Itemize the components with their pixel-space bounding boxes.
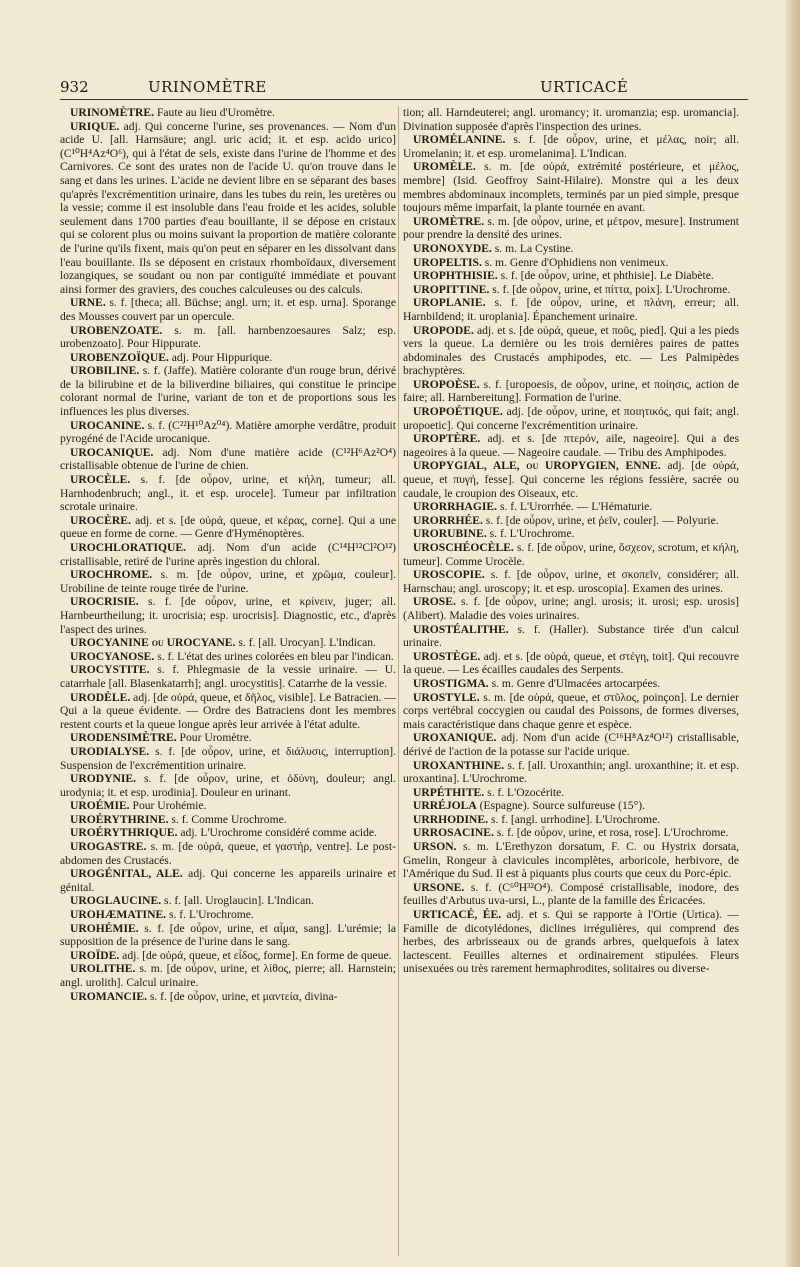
entry-headword: UROHÆMATINE.	[70, 908, 167, 922]
entry-headword: URODENSIMÈTRE.	[70, 731, 177, 745]
dictionary-entry	[60, 731, 396, 745]
entry-definition: s. m. Genre d'Ophidiens non venimeux.	[481, 255, 669, 269]
dictionary-entry	[60, 324, 396, 351]
entry-headword: UROCÈRE.	[70, 513, 131, 527]
dictionary-entry	[403, 296, 739, 323]
dictionary-entry	[403, 881, 739, 908]
right-column	[403, 106, 739, 1256]
dictionary-entry	[60, 691, 396, 732]
entry-headword: UROSCHÉOCÈLE.	[413, 541, 514, 554]
dictionary-entry	[403, 160, 739, 214]
entry-definition: s. f. [de οὖρον, urine, et rosa, rose]. L'Urochrome.	[493, 826, 729, 840]
entry-definition: s. f. [de οὖρον, urine, et μέλας, noir; all. Uromelanin; it. et esp. uromelanima]. L'Indican.	[403, 133, 739, 160]
entry-definition: adj. et s. [de οὐρά, queue, et στέγη, toit]. Qui recouvre la queue. — Les écailles caudales des Serpents.	[403, 649, 739, 677]
entry-definition: s. m. [de οὖρον, urine, et μέτρον, mesure]. Instrument pour prendre la densité des urines.	[403, 214, 739, 242]
entry-headword: URPÉTHITE.	[413, 785, 485, 799]
entry-definition: s. f. [de οὖρον, urine, et πλάνη, erreur; all. Harnbildend; it. uroplania]. Épanchement urinaire.	[403, 296, 739, 323]
entry-definition: s. f. L'Urochrome.	[166, 908, 254, 922]
dictionary-entry	[60, 799, 396, 813]
dictionary-entry	[60, 446, 396, 473]
page-edge-shadow	[786, 0, 800, 1267]
entry-headword: URINOMÈTRE.	[70, 106, 155, 119]
entry-headword: UROSTIGMA.	[413, 676, 489, 690]
entry-definition: adj. et s. [de πτερόν, aile, nageoire]. Qui a des nageoires à la queue. — Nageoire caudale. — Tribu des Amphipodes.	[403, 432, 739, 459]
dictionary-entry	[403, 500, 739, 514]
entry-definition: adj. [de οὐρά, queue, et εἶδος, forme]. En forme de queue.	[119, 948, 392, 962]
entry-definition: s. m. Genre d'Ulmacées artocarpées.	[488, 676, 661, 690]
dictionary-entry	[60, 419, 396, 446]
entry-headword: UROMÉLANINE.	[413, 133, 506, 147]
entry-headword: URRÉJOLA	[413, 799, 477, 813]
entry-definition: (Espagne). Source sulfureuse (15°).	[476, 799, 645, 813]
entry-headword: UROCHROME.	[70, 568, 153, 582]
entry-definition: s. f. Comme Urochrome.	[168, 812, 287, 826]
entry-headword: UROCYANINE ou UROCYANE.	[70, 636, 236, 650]
dictionary-entry	[403, 595, 739, 622]
dictionary-entry	[403, 242, 739, 256]
entry-definition: s. f. [de οὖρον, urine, et phthisie]. Le Diabète.	[497, 269, 714, 283]
dictionary-entry	[60, 364, 396, 418]
entry-definition: s. f. L'Urochrome.	[486, 527, 575, 541]
dictionary-entry	[403, 324, 739, 378]
entry-headword: URORUBINE.	[413, 527, 487, 541]
dictionary-entry	[60, 745, 396, 772]
right-running-head: URTICACÉ	[540, 78, 629, 96]
entry-headword: UROPITTINE.	[413, 282, 490, 296]
entry-definition: s. f. [de οὖρον, urine, et σκοπεῖν, considérer; all. Harnschau; angl. uroscopy; it. et esp. uroscopia]. Examen des urines.	[403, 568, 739, 595]
entry-headword: URONOXYDE.	[413, 241, 492, 255]
entry-definition: s. m. La Cystine.	[491, 241, 574, 255]
entry-definition: s. f. [de οὖρον, urine, et ὀδύνη, douleur; angl. urodynia; it. et esp. urodinia]. Douleur en urinant.	[60, 772, 396, 799]
entry-definition: s. f. (Jaffe). Matière colorante d'un rouge brun, dérivé de la bilirubine et de la biliverdine biliaires, qui constitue le principe colorant normal de l'urine, variant de ton et de proportions sous les influences les plus diverses.	[60, 364, 396, 419]
entry-headword: UROXANTHINE.	[413, 758, 505, 772]
entry-headword: URRHODINE.	[413, 812, 489, 826]
dictionary-entry	[60, 962, 396, 989]
entry-definition: adj. [de οὐρά, queue, et πυγή, fesse]. Qui concerne les régions fessière, sacrée ou caudale, le croupion des Oiseaux, etc.	[403, 459, 739, 500]
dictionary-entry	[60, 296, 396, 323]
entry-headword: UROXANIQUE.	[413, 731, 497, 745]
entry-headword: UROMANCIE.	[70, 989, 147, 1003]
entry-definition: s. f. (C⁶⁰H³²O⁴). Composé cristallisable, inodore, des feuilles d'Arbutus uva-ursi, L., plante de la famille des Éricacées.	[403, 880, 739, 908]
entry-headword: UROCÈLE.	[70, 473, 131, 487]
entry-definition: s. f. [de οὖρον, urine, et πίττα, poix]. L'Urochrome.	[489, 282, 731, 296]
left-column	[60, 106, 396, 1256]
entry-definition: s. f. L'Urorrhée. — L'Hématurie.	[497, 500, 653, 514]
dictionary-entry	[403, 106, 739, 133]
entry-headword: URSON.	[413, 840, 457, 854]
entry-definition: adj. Qui concerne les appareils urinaire et génital.	[60, 867, 396, 894]
entry-definition: s. f. [de οὖρον, urine, et αἷμα, sang]. L'urémie; la supposition de la présence de l'urine dans le sang.	[60, 921, 396, 949]
entry-headword: UROPLANIE.	[413, 296, 486, 310]
dictionary-entry	[60, 568, 396, 595]
entry-headword: UROCANINE.	[70, 418, 145, 432]
entry-definition: s. f. L'état des urines colorées en bleu par l'indican.	[154, 649, 394, 663]
entry-definition: s. f. Phlegmasie de la vessie urinaire. — U. catarrhale [all. Blasenkatarrh]; angl. urocystitis]. Catarrhe de la vessie.	[60, 663, 396, 690]
entry-definition: Faute au lieu d'Uromètre.	[154, 106, 275, 119]
entry-headword: UROGASTRE.	[70, 840, 147, 854]
entry-headword: URORRHAGIE.	[413, 500, 498, 514]
entry-definition: adj. [de οὖρον, urine, et ποιητικός, qui fait; angl. uropoetic]. Qui concerne l'excrémentition urinaire.	[403, 405, 739, 432]
entry-definition: s. f. [de οὖρον, urine, et μαντεία, divina-	[146, 989, 338, 1003]
dictionary-entry	[60, 351, 396, 365]
dictionary-entry	[403, 908, 739, 976]
dictionary-entry	[60, 813, 396, 827]
dictionary-entry	[60, 663, 396, 690]
entry-headword: UROMÈLE.	[413, 160, 476, 174]
dictionary-entry	[403, 568, 739, 595]
dictionary-entry	[60, 867, 396, 894]
header-rule	[60, 99, 748, 100]
dictionary-entry	[403, 813, 739, 827]
dictionary-entry	[60, 120, 396, 297]
entry-definition: s. f. [de οὖρον, urine, ὄσχεον, scrotum, et κήλη, tumeur]. Comme Urocèle.	[403, 541, 739, 568]
dictionary-entry	[403, 799, 739, 813]
dictionary-entry	[60, 840, 396, 867]
dictionary-entry	[403, 378, 739, 405]
entry-definition: s. m. [de οὐρά, queue, et στῦλος, poinçon]. Le dernier corps vertébral coccygien ou caudal des Poissons, de formes diverses, mais caractéristique dans chaque genre et espèce.	[403, 690, 739, 731]
dictionary-entry	[403, 256, 739, 270]
entry-headword: UROBENZOÏQUE.	[70, 350, 169, 364]
dictionary-entry	[60, 949, 396, 963]
entry-headword: UROCRISIE.	[70, 595, 139, 609]
entry-definition: s. f. [uropoesis, de οὖρον, urine, et ποίησις, action de faire; all. Harnbereitung]. Formation de l'urine.	[403, 377, 739, 405]
dictionary-entry	[403, 527, 739, 541]
entry-headword: UROSE.	[413, 595, 456, 609]
dictionary-entry	[60, 826, 396, 840]
entry-definition: s. m. [de οὐρά, queue, et γαστήρ, ventre]. Le post-abdomen des Crustacés.	[60, 840, 396, 867]
entry-definition: s. f. L'Ozocérite.	[484, 785, 565, 799]
entry-definition: s. m. [de οὐρά, extrémité postérieure, et μέλος, membre] (Isid. Geoffroy Saint-Hilaire). Monstre qui a les deux membres abdominaux incomplets, terminés par un pied simple, presque toujours même imparfait, la plante tournée en avant.	[403, 160, 739, 215]
entry-definition: s. f. (C²²H¹⁰Az⁰⁴). Matière amorphe verdâtre, produit pyrogéné de l'Acide urocanique.	[60, 418, 396, 446]
entry-definition: s. f. [de οὖρον, urine, et κήλη, tumeur; all. Harnhodenbruch; angl., it. et esp. urocele]. Tumeur par infiltration scrotale urinaire.	[60, 473, 396, 514]
dictionary-entry	[403, 786, 739, 800]
dictionary-entry	[403, 541, 739, 568]
entry-headword: UROPELTIS.	[413, 255, 482, 269]
entry-definition: s. m. [de οὖρον, urine, et λίθος, pierre; all. Harnstein; angl. urolith]. Calcul urinaire.	[60, 962, 396, 989]
entry-definition: adj. Nom d'un acide (C¹⁴H¹²Cl²O¹²) cristallisable, retiré de l'urine après ingestion du chloral.	[60, 541, 396, 568]
entry-definition: adj. et s. [de οὐρά, queue, et κέρας, corne]. Qui a une queue en forme de corne. — Genre d'Hyménoptères.	[60, 513, 396, 541]
dictionary-entry	[403, 269, 739, 283]
column-divider	[398, 106, 399, 1256]
entry-headword: UROBILINE.	[70, 364, 140, 378]
entry-headword: UROCYSTITE.	[70, 663, 150, 677]
dictionary-entry	[60, 541, 396, 568]
entry-headword: UROÉRYTHRIQUE.	[70, 826, 178, 840]
entry-headword: UROBENZOATE.	[70, 323, 163, 337]
entry-definition: Pour Uromètre.	[176, 731, 252, 745]
entry-definition: s. f. [de οὖρον, urine, et κρίνειν, juger; all. Harnbeurtheilung; it. urocrisia; esp. urocrisis]. Diagnostic, etc., d'après l'aspect des urines.	[60, 595, 396, 636]
dictionary-entry	[403, 459, 739, 500]
entry-definition: Pour Urohémie.	[129, 799, 207, 813]
entry-definition: adj. Pour Hippurique.	[168, 350, 273, 364]
entry-headword: URROSACINE.	[413, 826, 494, 840]
entry-headword: URODYNIE.	[70, 772, 137, 786]
entry-headword: UROPYGIAL, ALE, ou UROPYGIEN, ENNE.	[413, 459, 661, 473]
entry-definition: s. m. L'Erethyzon dorsatum, F. C. ou Hystrix dorsata, Gmelin, Rongeur à clavicules incomplètes, arboricole, herbivore, de l'Amérique du Sud. Il est à piquants plus courts que ceux du Porc-épic.	[403, 840, 739, 881]
dictionary-entry	[403, 405, 739, 432]
dictionary-entry	[403, 432, 739, 459]
dictionary-entry	[60, 990, 396, 1004]
dictionary-entry	[60, 922, 396, 949]
dictionary-entry	[403, 691, 739, 732]
dictionary-entry	[403, 215, 739, 242]
entry-headword: URODÈLE.	[70, 690, 131, 704]
entry-definition: tion; all. Harndeuterei; angl. uromancy; it. uromanzia; esp. uromancia]. Divination supposée d'après l'inspection des urines.	[403, 106, 739, 133]
entry-definition: s. f. [all. Uroxanthin; angl. uroxanthine; it. et esp. uroxantina]. L'Urochrome.	[403, 758, 739, 786]
left-running-head: URINOMÈTRE	[148, 78, 267, 96]
entry-headword: UROGLAUCINE.	[70, 894, 162, 908]
entry-headword: UROSTYLE.	[413, 690, 480, 704]
dictionary-entry	[60, 636, 396, 650]
entry-definition: s. f. [all. Uroglaucin]. L'Indican.	[161, 894, 314, 908]
dictionary-entry	[403, 759, 739, 786]
entry-headword: URIQUE.	[70, 119, 120, 133]
entry-definition: adj. et s. Qui se rapporte à l'Ortie (Urtica). — Famille de dicotylédones, diclines irrégulières, qui comprend des herbes, des arbrisseaux ou de grands arbres, quelquefois à latex lactescent. Feuilles alternes et ordinairement stipulées. Fleurs unisexuées ou très rarement hermaphrodites, solitaires ou diverse-	[403, 908, 739, 976]
dictionary-entry	[60, 106, 396, 120]
entry-definition: s. f. [de οὖρον, urine; angl. urosis; it. urosi; esp. urosis] (Alibert). Maladie des voies urinaires.	[403, 595, 739, 622]
dictionary-entry	[403, 731, 739, 758]
entry-headword: UROPHTHISIE.	[413, 269, 498, 283]
dictionary-entry	[403, 283, 739, 297]
entry-definition: adj. [de οὐρά, queue, et δῆλος, visible]. Le Batracien. — Qui a la queue évidente. — Ordre des Batraciens dont les membres restent courts et la queue longue après leur arrivée à l'état adulte.	[60, 690, 396, 731]
dictionary-entry	[60, 772, 396, 799]
dictionary-entry	[403, 826, 739, 840]
entry-definition: s. f. [theca; all. Büchse; angl. urn; it. et esp. urna]. Sporange des Mousses couvert par un opercule.	[60, 296, 396, 323]
dictionary-entry	[403, 840, 739, 881]
entry-definition: s. f. [de οὖρον, urine, et ῥεῖν, couler]. — Polyurie.	[482, 513, 719, 527]
entry-definition: s. m. [all. harnbenzoesaures Salz; esp. urobenzoato]. Pour Hippurate.	[60, 323, 396, 351]
dictionary-entry	[60, 514, 396, 541]
page-number: 932	[60, 78, 89, 96]
entry-headword: UROÉMIE.	[70, 799, 130, 813]
entry-headword: URORRHÉE.	[413, 513, 483, 527]
entry-definition: s. f. [all. Urocyan]. L'Indican.	[235, 636, 376, 650]
entry-headword: UROPTÈRE.	[413, 432, 481, 446]
dictionary-entry	[403, 514, 739, 528]
entry-headword: UROLITHE.	[70, 962, 136, 976]
dictionary-entry	[403, 677, 739, 691]
entry-definition: adj. Nom d'un acide (C¹⁶H⁸Az⁴O¹²) cristallisable, dérivé de l'action de la potasse sur l'acide urique.	[403, 731, 739, 758]
entry-definition: s. f. [angl. urrhodine]. L'Urochrome.	[488, 812, 661, 826]
entry-headword: UROSTÈGE.	[413, 649, 481, 663]
entry-headword: UROSCOPIE.	[413, 568, 485, 582]
entry-headword: URSONE.	[413, 880, 465, 894]
entry-definition: adj. Nom d'une matière acide (C¹²H⁶Az²O⁴) cristallisable obtenue de l'urine de chien.	[60, 445, 396, 473]
dictionary-entry	[60, 473, 396, 514]
dictionary-entry	[60, 595, 396, 636]
entry-headword: URNE.	[70, 296, 106, 310]
entry-headword: UROÏDE.	[70, 948, 120, 962]
entry-definition: adj. et s. [de οὐρά, queue, et ποῦς, pied]. Qui a les pieds vers la queue. La dernière ou les trois dernières paires de pattes abdominales des Crustacés amphipodes, etc. — Les Palmipèdes brachyptères.	[403, 323, 739, 378]
dictionary-entry	[60, 908, 396, 922]
entry-headword: URODIALYSE.	[70, 744, 150, 758]
entry-headword: UROCHLORATIQUE.	[70, 541, 187, 554]
entry-headword: UROCYANOSE.	[70, 649, 155, 663]
entry-headword: UROÉRYTHRINE.	[70, 812, 169, 826]
dictionary-entry	[403, 650, 739, 677]
dictionary-entry	[403, 623, 739, 650]
entry-definition: s. m. [de οὖρον, urine, et χρῶμα, couleur]. Urobiline de teinte rouge tirée de l'urine.	[60, 568, 396, 595]
dictionary-entry	[403, 133, 739, 160]
dictionary-entry	[60, 894, 396, 908]
entry-definition: adj. Qui concerne l'urine, ses provenances. — Nom d'un acide U. [all. Harnsäure; angl. uric acid; it. et esp. acido urico] (C¹⁰H⁴Az⁴O⁶), qui à l'état de sels, existe dans l'urine de l'homme et des Carnivores. Ce sont des urates non de l'acide U. qu'on trouve dans le sang et dans les urines. L'acide ne devient libre en se séparant des bases qu'après l'excrémentition urinaire, dans les tubes du rein, les uretères ou la vessie; comme il est insoluble dans l'eau froide et les acides, soluble seulement dans 1700 parties d'eau bouillante, il se dépose en cristaux qui se colorent plus ou moins suivant la proportion de matière colorante de l'urine qu'ils fixent, mais qu'on peut en séparer en les dissolvant dans l'eau bouillante. Ils se déposent en cristaux rhomboïdaux, diversement lozangiques, se soudant ou non par contiguïté immédiate et pouvant ainsi former des graviers, des couches calculeuses ou des calculs.	[60, 119, 396, 296]
entry-headword: UROSTÉALITHE.	[413, 622, 509, 636]
entry-headword: UROPODE.	[413, 323, 474, 337]
entry-headword: UROHÉMIE.	[70, 921, 139, 935]
entry-definition: adj. L'Urochrome considéré comme acide.	[177, 826, 377, 840]
entry-headword: UROCANIQUE.	[70, 445, 154, 459]
running-header	[60, 78, 748, 100]
entry-headword: UROGÉNITAL, ALE.	[70, 867, 183, 881]
entry-definition: s. f. [de οὖρον, urine, et διάλυσις, interruption]. Suspension de l'excrémentition urinaire.	[60, 744, 396, 772]
entry-headword: URTICACÉ, ÉE.	[413, 908, 502, 922]
dictionary-entry	[60, 650, 396, 664]
entry-definition: s. f. (Haller). Substance tirée d'un calcul urinaire.	[403, 622, 739, 650]
entry-headword: UROMÈTRE.	[413, 214, 485, 228]
entry-headword: UROPOÉTIQUE.	[413, 405, 503, 419]
entry-headword: UROPOÈSE.	[413, 377, 480, 391]
